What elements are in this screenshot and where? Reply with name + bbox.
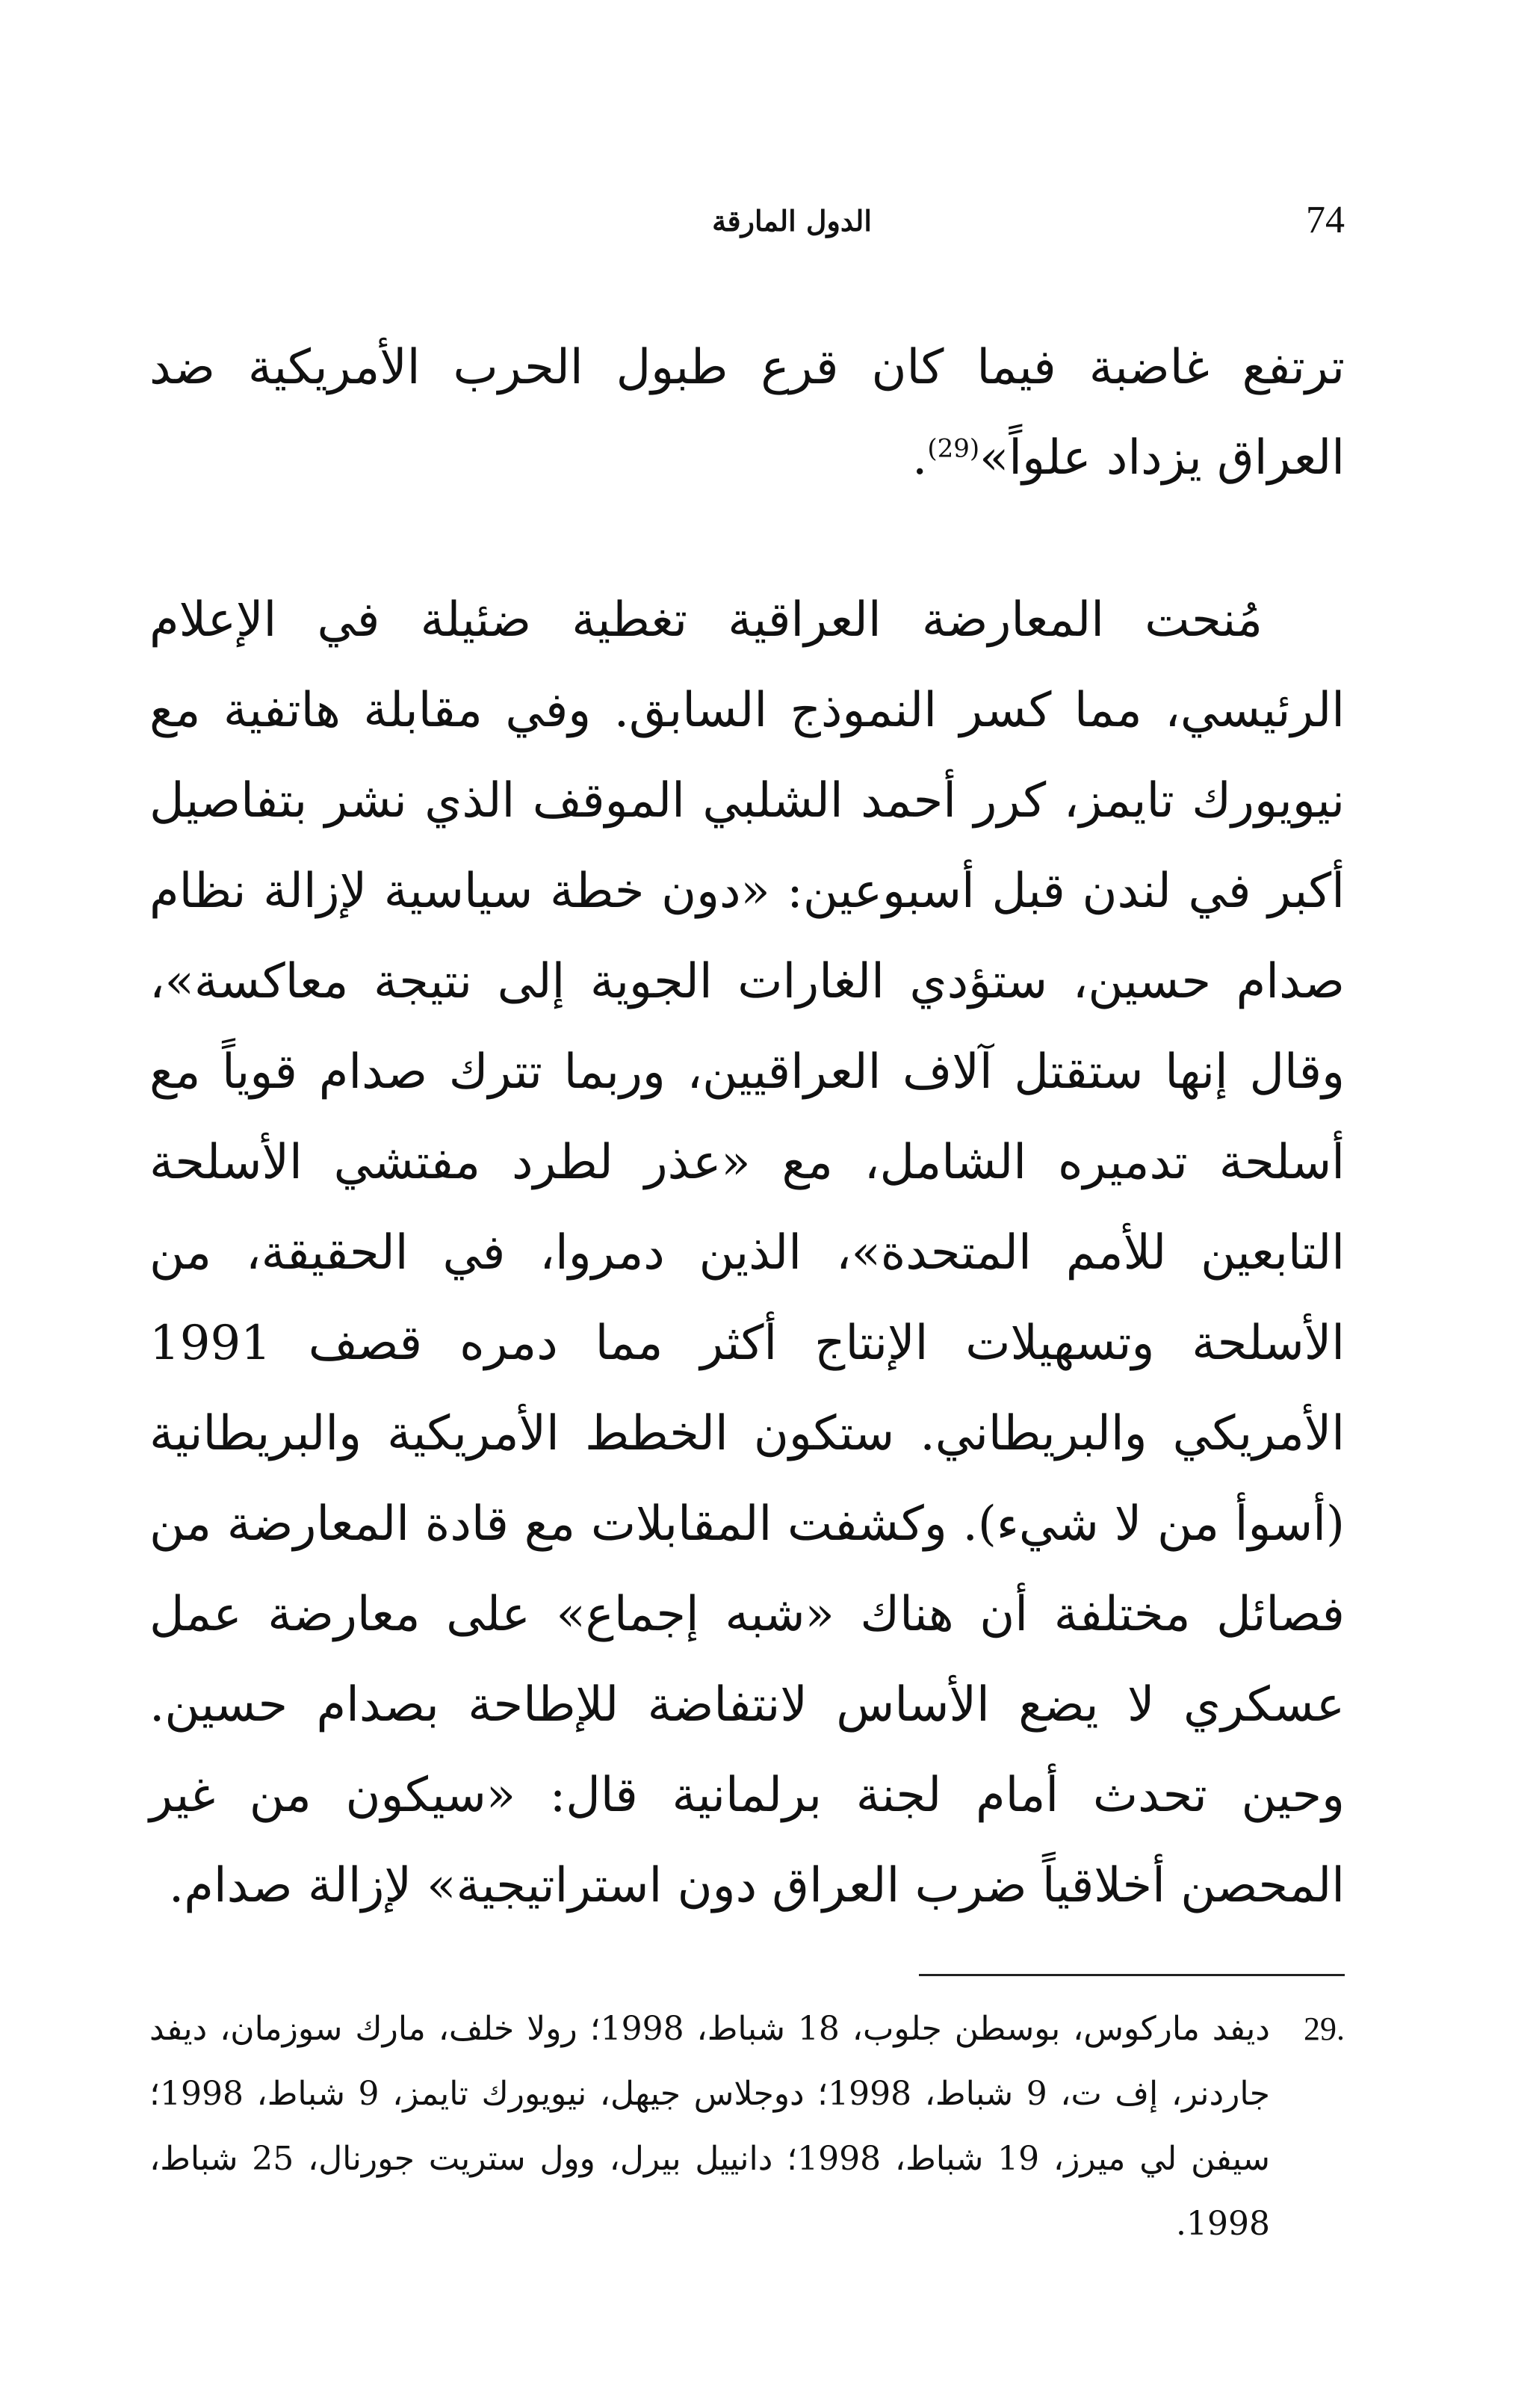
page-header [149, 191, 1345, 250]
running-title: الدول المارقة [712, 204, 872, 238]
footnote-number: 29. [1304, 2011, 1345, 2047]
paragraph-2-text: مُنحت المعارضة العراقية تغطية ضئيلة في الإعلام الرئيسي، مما كسر النموذج السابق. وفي مقابلة هاتفية مع نيويورك تايمز، كرر أحمد الشلبي الموقف الذي نشر بتفاصيل أكبر في لندن قبل أسبوعين: «دون خطة سياسية لإزالة نظام صدام حسين، ستؤدي الغارات الجوية إلى نتيجة معاكسة»، وقال إنها ستقتل آلاف العراقيين، وربما تترك صدام قوياً مع أسلحة تدميره الشامل، مع «عذر لطرد مفتشي الأسلحة التابعين للأمم المتحدة»، الذين دمروا، في الحقيقة، من الأسلحة وتسهيلات الإنتاج أكثر مما دمره قصف 1991 الأمريكي والبريطاني. ستكون الخطط الأمريكية والبريطانية (أسوأ من لا شيء). وكشفت المقابلات مع قادة المعارضة من فصائل مختلفة أن هناك «شبه إجماع» على معارضة عمل عسكري لا يضع الأساس لانتفاضة للإطاحة بصدام حسين. وحين تحدث أمام لجنة برلمانية قال: «سيكون من غير المحصن أخلاقياً ضرب العراق دون استراتيجية» لإزالة صدام. [149, 592, 1345, 1913]
page-number: 74 [1306, 199, 1345, 241]
footnote-line [149, 1996, 1345, 2256]
footnote-divider [919, 1974, 1345, 1976]
footnote [149, 1996, 1345, 2256]
paragraph-1-line [149, 323, 1345, 504]
footnote-text: ديفد ماركوس، بوسطن جلوب، 18 شباط، 1998؛ رولا خلف، مارك سوزمان، ديفد جاردنر، إف ت، 9 شباط، 1998؛ دوجلاس جيهل، نيويورك تايمز، 9 شباط، 1998؛ سيفن لي ميرز، 19 شباط، 1998؛ دانييل بيرل، وول ستريت جورنال، 25 شباط، 1998. [149, 2010, 1271, 2243]
paragraph-1-text: ترتفع غاضبة فيما كان قرع طبول الحرب الأمريكية ضد العراق يزداد علواً» [149, 340, 1345, 486]
paragraph-1-end: . [911, 430, 928, 486]
paragraph-main [149, 575, 1345, 1931]
footnote-reference: (29) [927, 433, 980, 464]
paragraph-continuation [149, 323, 1345, 504]
